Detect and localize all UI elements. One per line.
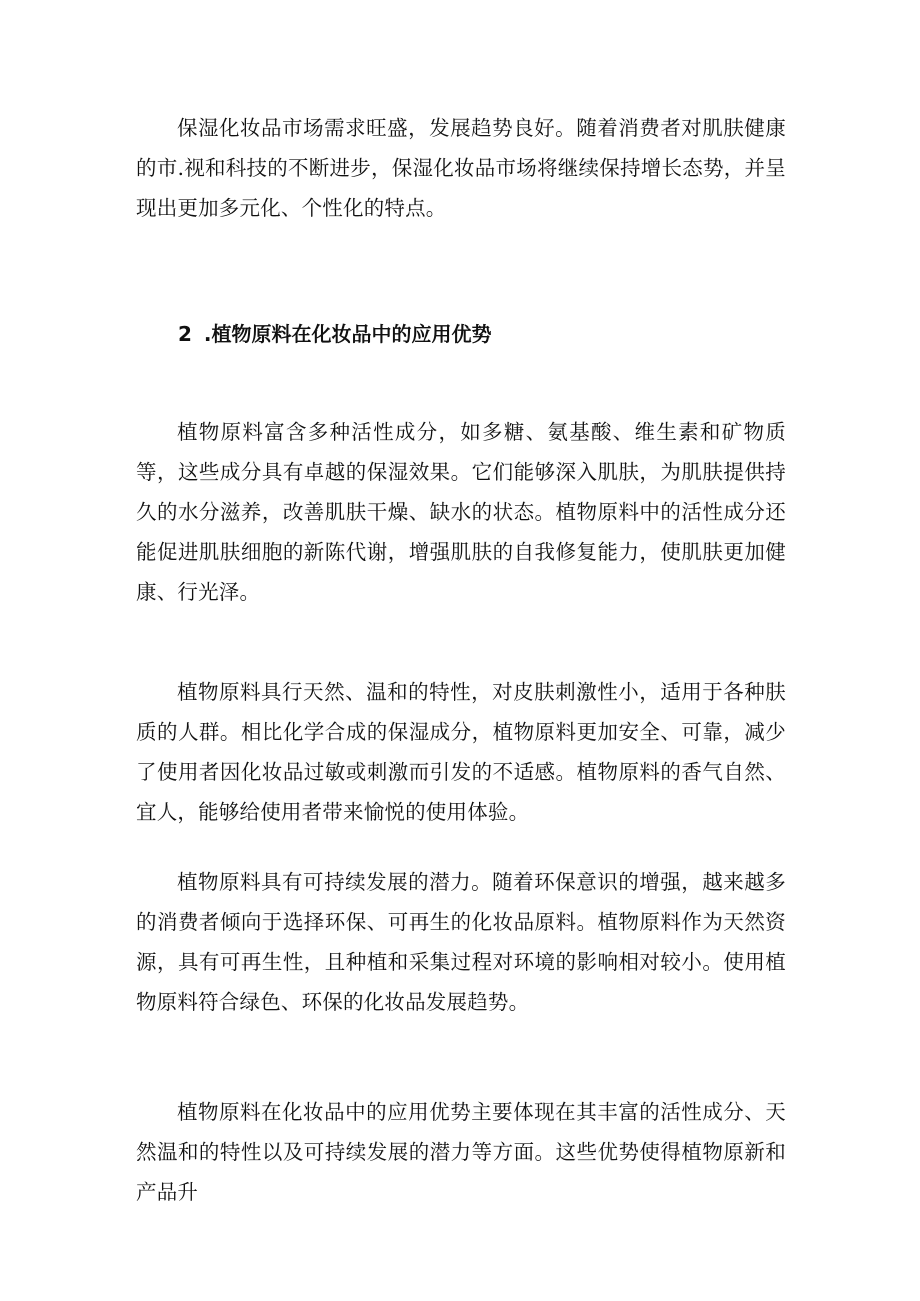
body-paragraph-1: 植物原料富含多种活性成分，如多糖、氨基酸、维生素和矿物质等，这些成分具有卓越的保湿效果。它们能够深入肌肤，为肌肤提供持久的水分滋养，改善肌肤干燥、缺水的状态。植物原料中的活性成分还能促进肌肤细胞的新陈代谢，增强肌肤的自我修复能力，使肌肤更加健康、行光泽。 [136, 420, 786, 604]
body-paragraph-4: 植物原料在化妆品中的应用优势主要体现在其丰富的活性成分、天然温和的特性以及可持续发展的潜力等方面。这些优势使得植物原新和产品升 [136, 1100, 786, 1204]
body-paragraph-2: 植物原料具行天然、温和的特性，对皮肤刺激性小，适用于各种肤质的人群。相比化学合成的保湿成分，植物原料更加安全、可靠，减少了使用者因化妆品过敏或刺激而引发的不适感。植物原料的香气自然、宜人，能够给使用者带来愉悦的使用体验。 [136, 680, 786, 824]
body-paragraph-3: 植物原料具有可持续发展的潜力。随着环保意识的增强，越来越多的消费者倾向于选择环保、可再生的化妆品原料。植物原料作为天然资源，具有可再生性，且种植和采集过程对环境的影响相对较小。使用植物原料符合绿色、环保的化妆品发展趋势。 [136, 870, 786, 1014]
section-number: 2 [178, 322, 192, 346]
intro-paragraph: 保湿化妆品市场需求旺盛，发展趋势良好。随着消费者对肌肤健康的市.视和科技的不断进步，保湿化妆品市场将继续保持增长态势，并呈现出更加多元化、个性化的特点。 [136, 116, 786, 220]
section-heading [178, 314, 492, 354]
section-title: .植物原料在化妆品中的应用优势 [203, 322, 492, 346]
